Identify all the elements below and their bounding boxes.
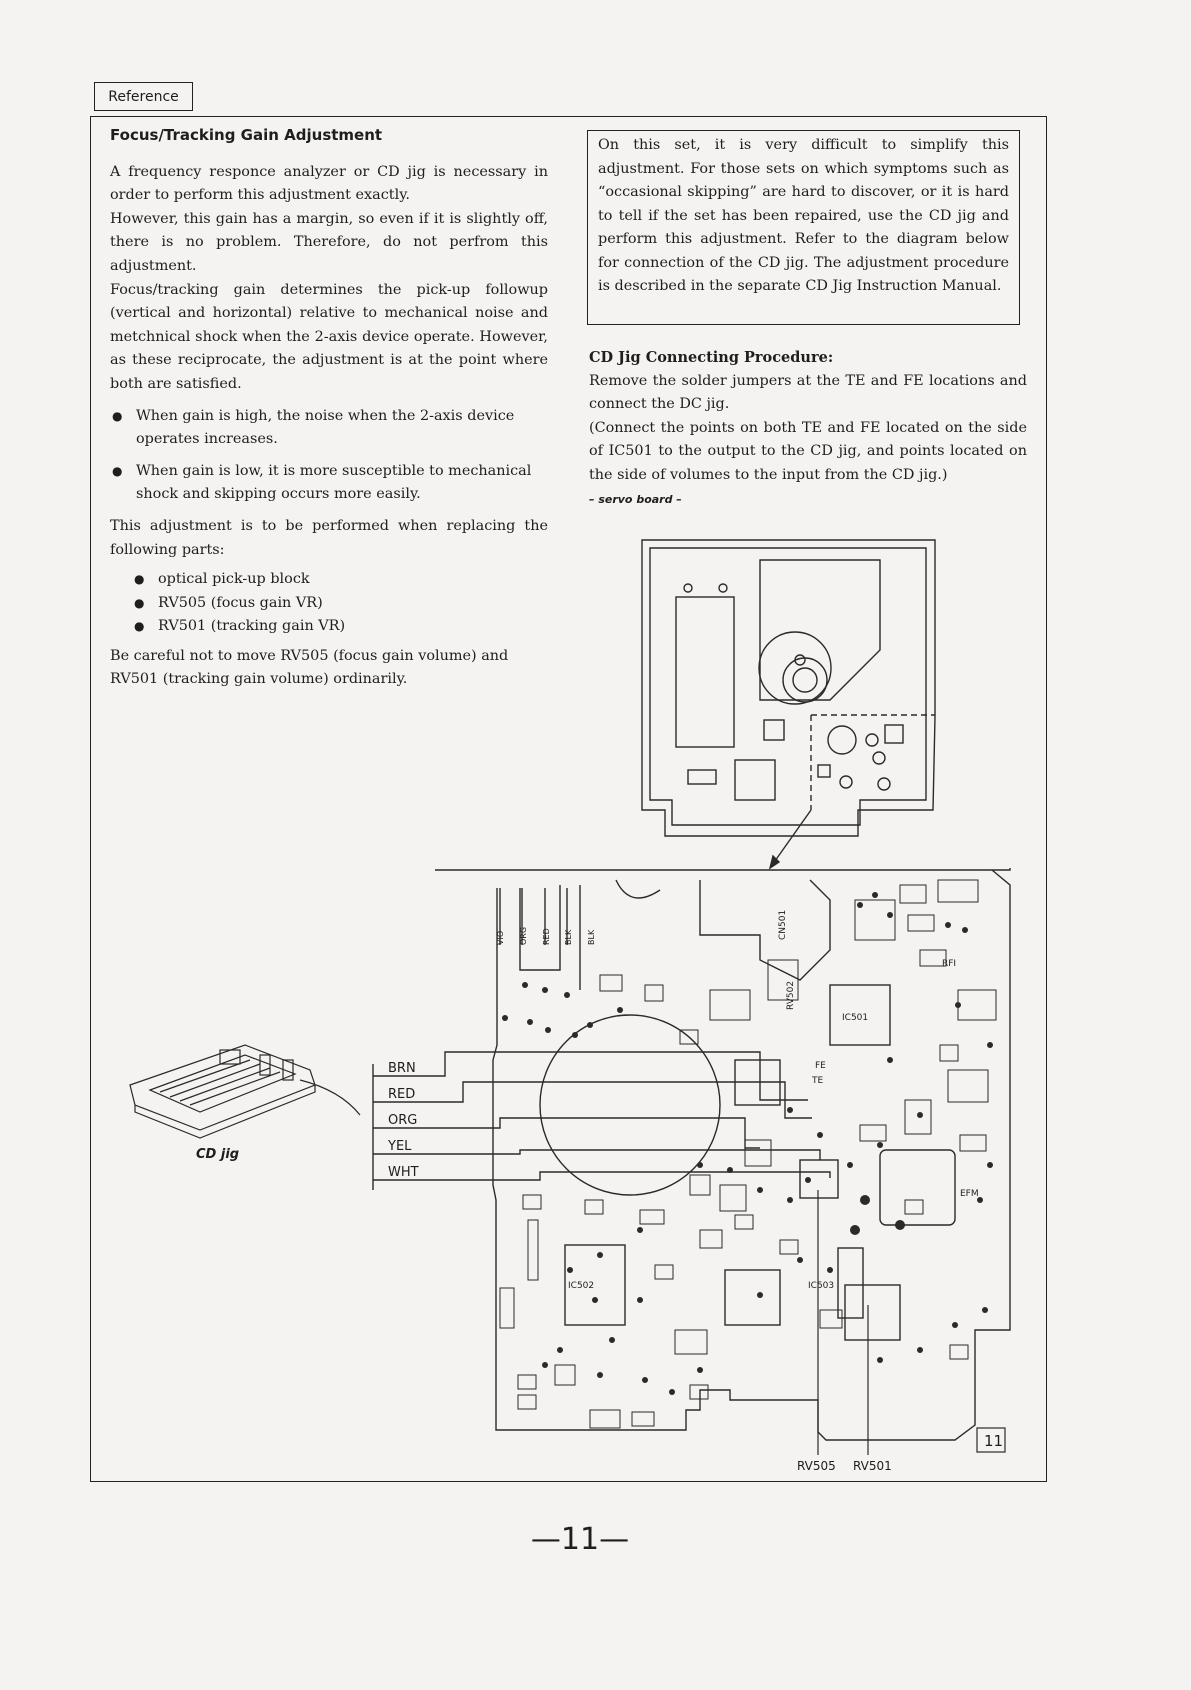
- reference-tab: Reference: [94, 82, 193, 111]
- rv505-label: RV505: [797, 1459, 836, 1473]
- bullet-icon: ●: [134, 595, 145, 610]
- bullet-text: When gain is low, it is more susceptible to mechanical shock and skipping occurs more easily.: [136, 462, 532, 503]
- paragraph-1: A frequency responce analyzer or CD jig is necessary in order to perform this adjustment exactly.: [110, 163, 548, 204]
- servo-board-caption: – servo board –: [589, 492, 682, 506]
- wire-label-brn: BRN: [388, 1061, 416, 1076]
- connector-label: RED: [542, 928, 551, 945]
- servo-board-outline: [642, 540, 935, 868]
- wire-labels: [387, 1061, 419, 1180]
- ic501-label: IC501: [842, 1013, 869, 1023]
- paragraph-4: This adjustment is to be performed when replacing the following parts:: [110, 517, 548, 558]
- page-number: —11—: [530, 1522, 630, 1557]
- jig-wires: [373, 1052, 830, 1190]
- rv501-label: RV501: [853, 1459, 892, 1473]
- te-point-label: TE: [812, 1076, 824, 1086]
- efm-point-label: EFM: [960, 1189, 979, 1199]
- wire-label-yel: YEL: [388, 1139, 412, 1154]
- connector-labels: [496, 927, 596, 945]
- paragraph-5: Be careful not to move RV505 (focus gain volume) and RV501 (tracking gain volume) ordinarily.: [110, 647, 509, 688]
- fe-point-label: FE: [815, 1061, 826, 1071]
- solder-pads: [502, 892, 993, 1395]
- cn501-label: CN501: [778, 909, 788, 940]
- connector-label: BLK: [587, 929, 596, 945]
- connector-label: VIO: [496, 930, 505, 945]
- jig-paragraph-1: Remove the solder jumpers at the TE and FE locations and connect the DC jig.: [589, 372, 1027, 413]
- part-name: RV501 (tracking gain VR): [158, 618, 346, 635]
- page-tag: 11: [984, 1432, 1004, 1450]
- top-connector: [500, 888, 567, 945]
- ic502-label: IC502: [568, 1281, 595, 1291]
- wire-label-red: RED: [388, 1087, 416, 1102]
- ic503-label: IC503: [808, 1281, 835, 1291]
- wire-label-org: ORG: [388, 1113, 418, 1128]
- connector-label: BLK: [564, 929, 573, 945]
- board-outline: [435, 868, 1010, 1440]
- paragraph-2: However, this gain has a margin, so even if it is slightly off, there is no problem. Therefore, do not perfrom this adjustment.: [110, 210, 548, 274]
- rfi-point-label: RFI: [942, 959, 957, 969]
- pickup-area-circle: [540, 1015, 720, 1195]
- bullet-icon: ●: [134, 619, 145, 634]
- bullet-icon: ●: [112, 463, 123, 478]
- jig-procedure-title: CD Jig Connecting Procedure:: [589, 349, 834, 366]
- rv504-outline: [725, 1270, 780, 1325]
- rv501-outline: [845, 1285, 900, 1340]
- ic503-outline: [838, 1248, 863, 1318]
- cd-jig-label: CD jig: [196, 1147, 240, 1162]
- bullet-icon: ●: [134, 572, 145, 587]
- part-name: RV505 (focus gain VR): [158, 594, 323, 611]
- jig-paragraph-2: (Connect the points on both TE and FE located on the side of IC501 to the output to the CD jig, and points located on the side of volumes to the input from the CD jig.): [589, 419, 1027, 483]
- wire-label-wht: WHT: [388, 1165, 419, 1180]
- cd-jig-device: [130, 1045, 360, 1138]
- note-box: On this set, it is very difficult to simplify this adjustment. For those sets on which symptoms such as “occasional skipping” are hard to discover, or it is hard to tell if the set has been repaired, use the CD jig and perform this adjustment. Refer to the diagram below for connection of the CD jig. The adjustment procedure is described in the separate CD Jig Instruction Manual.: [587, 130, 1020, 325]
- part-name: optical pick-up block: [158, 571, 310, 588]
- rv502-label: RV502: [786, 980, 796, 1010]
- bullet-icon: ●: [112, 408, 123, 423]
- paragraph-3: Focus/tracking gain determines the pick-up followup (vertical and horizontal) relative to mechanical noise and metchnical shock when the 2-axis device operate. However, as these reciprocate, the adjustment is at the point where both are satisfied.: [110, 281, 548, 392]
- focus-tracking-title: Focus/Tracking Gain Adjustment: [110, 126, 383, 144]
- connector-label: ORG: [519, 926, 528, 945]
- bullet-text: When gain is high, the noise when the 2-axis device operates increases.: [136, 407, 515, 448]
